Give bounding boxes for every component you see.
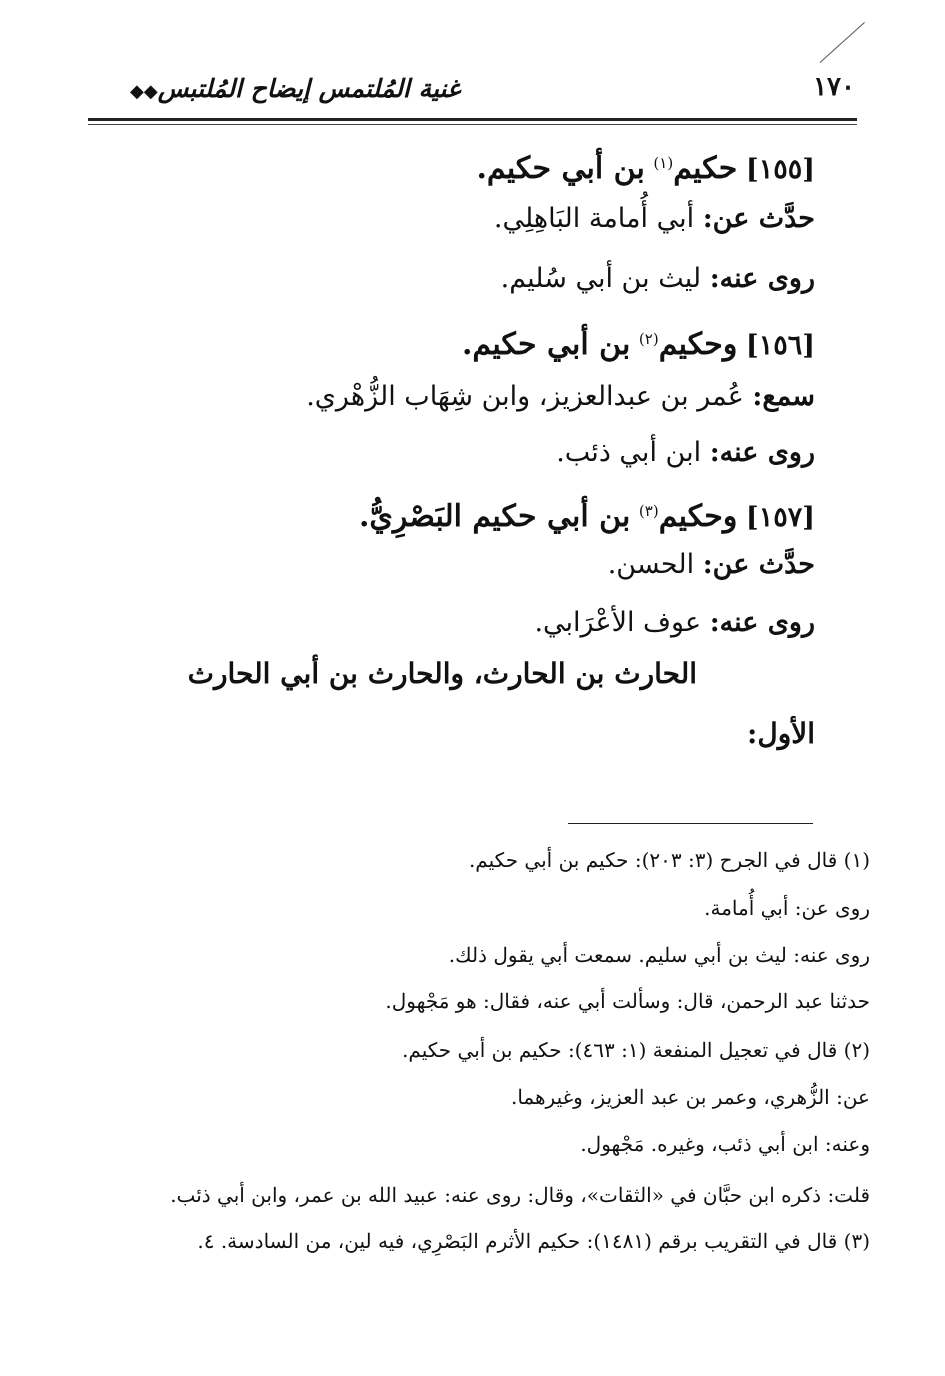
field-text: ابن أبي ذئب. bbox=[556, 437, 702, 468]
header-rule-thin bbox=[88, 124, 857, 125]
entry-name: وحكيم bbox=[658, 327, 738, 362]
entry-155 bbox=[476, 140, 815, 193]
header-rule-thick bbox=[88, 118, 857, 121]
field-text: ليث بن أبي سُليم. bbox=[500, 263, 702, 294]
footnote-ref: (٣) bbox=[638, 502, 659, 520]
footnote-line: (٢) قال في تعجيل المنفعة (١: ٤٦٣): حكيم بن أبي حكيم. bbox=[402, 1038, 870, 1062]
entry-name-rest: بن أبي حكيم. bbox=[476, 151, 645, 186]
entry-name: حكيم bbox=[673, 151, 738, 186]
footnote-ref: (٢) bbox=[638, 330, 659, 348]
entry-line bbox=[556, 430, 815, 476]
entry-line bbox=[608, 542, 815, 588]
entry-line bbox=[534, 600, 815, 646]
page-header bbox=[90, 70, 855, 110]
running-title-text: غنية المُلتمس إيضاح المُلتبس bbox=[157, 74, 461, 103]
footnote-line: (١) قال في الجرح (٣: ٢٠٣): حكيم بن أبي حكيم. bbox=[468, 848, 870, 872]
field-label: حدَّث عن: bbox=[702, 549, 815, 580]
footnote-line: روى عن: أبي أُمامة. bbox=[704, 896, 870, 920]
entry-number: [١٥٧] bbox=[745, 502, 815, 533]
footnote-line: وعنه: ابن أبي ذئب، وغيره. مَجْهول. bbox=[580, 1132, 870, 1156]
section-heading: الحارث بن الحارث، والحارث بن أبي الحارث bbox=[187, 657, 697, 690]
field-label: روى عنه: bbox=[709, 437, 815, 468]
entry-line bbox=[494, 196, 815, 242]
footnote-line: (٣) قال في التقريب برقم (١٤٨١): حكيم الأثرم البَصْرِي، فيه لين، من السادسة. ٤. bbox=[197, 1229, 870, 1253]
field-text: الحسن. bbox=[607, 549, 695, 580]
entry-line bbox=[306, 374, 815, 420]
entry-name: وحكيم bbox=[658, 499, 738, 534]
entry-line bbox=[501, 256, 815, 302]
field-text: عُمر بن عبدالعزيز، وابن شِهَاب الزُّهْري. bbox=[306, 381, 744, 412]
field-label: روى عنه: bbox=[709, 607, 815, 638]
field-text: أبي أُمامة البَاهِلِي. bbox=[493, 203, 695, 234]
running-title bbox=[130, 74, 460, 103]
diamond-ornament-icon: ◆◆ bbox=[130, 81, 158, 102]
scan-mark bbox=[820, 22, 865, 63]
field-label: سمع: bbox=[752, 381, 815, 412]
entry-number: [١٥٥] bbox=[745, 154, 815, 185]
entry-157 bbox=[359, 488, 815, 541]
footnote-line: حدثنا عبد الرحمن، قال: وسألت أبي عنه، فقال: هو مَجْهول. bbox=[385, 989, 870, 1013]
entry-name-rest: بن أبي حكيم. bbox=[461, 327, 631, 362]
footnote-line: قلت: ذكره ابن حبَّان في «الثقات»، وقال: روى عنه: عبيد الله بن عمر، وابن أبي ذئب. bbox=[170, 1183, 870, 1207]
footnote-line: روى عنه: ليث بن أبي سليم. سمعت أبي يقول ذلك. bbox=[448, 943, 870, 967]
entry-156 bbox=[462, 316, 815, 369]
subheading: الأول: bbox=[747, 717, 815, 750]
entry-name-rest: بن أبي حكيم البَصْرِيُّ. bbox=[358, 499, 631, 534]
field-label: روى عنه: bbox=[709, 263, 815, 294]
footnote-line: عن: الزُّهري، وعمر بن عبد العزيز، وغيرهما. bbox=[510, 1085, 870, 1109]
page-number: ١٧٠ bbox=[813, 72, 855, 102]
footnote-separator bbox=[568, 823, 813, 824]
footnote-ref: (١) bbox=[653, 154, 674, 172]
field-text: عوف الأعْرَابي. bbox=[534, 607, 702, 638]
field-label: حدَّث عن: bbox=[702, 203, 815, 234]
entry-number: [١٥٦] bbox=[745, 330, 815, 361]
